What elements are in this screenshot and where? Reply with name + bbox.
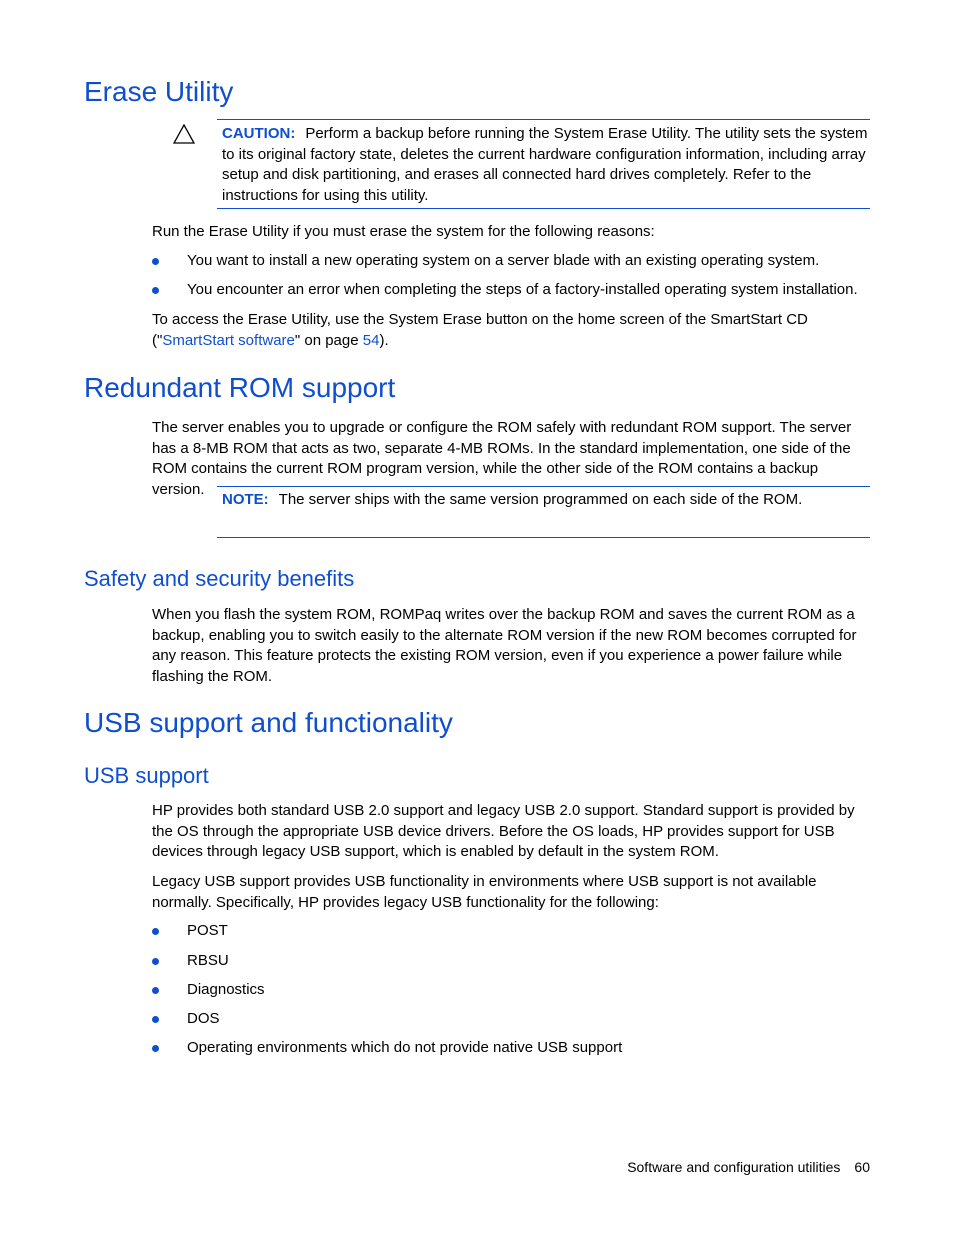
bullet-dot-icon [152, 958, 159, 965]
page-number: 60 [854, 1159, 870, 1175]
bullet-dot-icon [152, 258, 159, 265]
caution-bottom-rule [217, 208, 870, 209]
erase-access-paragraph: To access the Erase Utility, use the System Erase button on the home screen of the SmartStart CD ("SmartStart software" on page 54). [152, 311, 808, 349]
caution-label: CAUTION: [222, 125, 296, 142]
note-text: The server ships with the same version programmed on each side of the ROM. [278, 491, 803, 508]
note-label: NOTE: [222, 491, 269, 508]
warning-triangle-icon [173, 124, 195, 144]
section-subtitle-usb-support: USB support [84, 763, 209, 788]
note-callout [222, 490, 870, 511]
erase-intro: Run the Erase Utility if you must erase the system for the following reasons: [152, 223, 655, 240]
bullet-dot-icon [152, 1016, 159, 1023]
redundant-rom-body: The server enables you to upgrade or configure the ROM safely with redundant ROM support. The server has a 8-MB ROM that acts as two, separate 4-MB ROMs. In the standard implementation, one side of the ROM contains the current ROM program version, while the other side of the ROM contains a backup version. [152, 419, 852, 498]
section-title-redundant-rom: Redundant ROM support [84, 372, 396, 403]
note-top-rule [217, 486, 870, 487]
smartstart-software-link[interactable]: SmartStart software [162, 331, 295, 349]
caution-text: Perform a backup before running the System Erase Utility. The utility sets the system to its original factory state, deletes the current hardware configuration information, including array setup and disk partitioning, and erases all connected hard drives completely. Refer to the instructions for using this utility. [222, 125, 868, 204]
section-title-erase-utility: Erase Utility [84, 76, 234, 107]
caution-callout [222, 124, 870, 206]
section-title-usb: USB support and functionality [84, 707, 453, 738]
page-footer [627, 1159, 870, 1175]
safety-body: When you flash the system ROM, ROMPaq writes over the backup ROM and saves the current ROM as a backup, enabling you to switch easily to the alternate ROM version if the new ROM becomes corrupted for any reason. This feature protects the existing ROM version, even if you experience a power failure while flashing the ROM. [152, 606, 857, 685]
bullet-dot-icon [152, 987, 159, 994]
page-54-link[interactable]: 54 [362, 331, 380, 349]
usb-body-1: HP provides both standard USB 2.0 support and legacy USB 2.0 support. Standard support is provided by the OS through the appropriate USB device drivers. Before the OS loads, HP provides support for USB devices through legacy USB support, which is enabled by default in the system ROM. [152, 802, 855, 860]
caution-top-rule [217, 119, 870, 120]
bullet-dot-icon [152, 928, 159, 935]
footer-text: Software and configuration utilities [627, 1159, 841, 1175]
bullet-dot-icon [152, 287, 159, 294]
section-title-safety: Safety and security benefits [84, 566, 355, 591]
bullet-dot-icon [152, 1045, 159, 1052]
usb-body-2: Legacy USB support provides USB functionality in environments where USB support is not available normally. Specifically, HP provides legacy USB functionality for the following: [152, 873, 817, 911]
note-bottom-rule [217, 537, 870, 538]
